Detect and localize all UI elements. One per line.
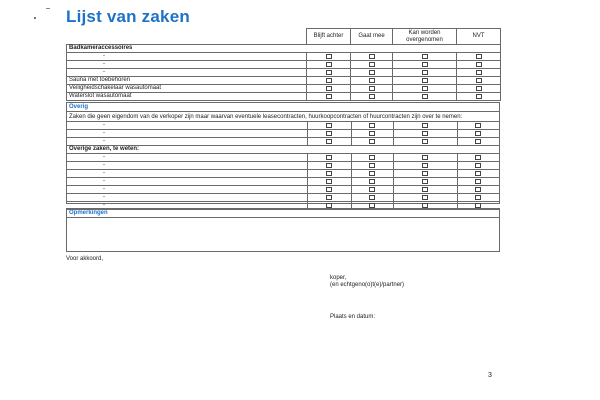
partner-label: (en echtgeno(o)t(e)/partner) <box>330 282 405 288</box>
row-label: - <box>67 53 307 61</box>
row-label: - <box>67 153 307 161</box>
checkbox[interactable] <box>369 54 375 59</box>
checkbox[interactable] <box>369 203 375 208</box>
row-label: Sauna met toebehoren <box>67 77 307 85</box>
row-label: Waterslot wasautomaat <box>67 93 307 101</box>
checkbox[interactable] <box>475 131 481 136</box>
checkbox[interactable] <box>369 179 375 184</box>
voor-akkoord-label: Voor akkoord, <box>66 256 104 262</box>
row-label: - <box>67 185 307 193</box>
section-heading-overig: Overig <box>67 103 499 112</box>
row-label: Veiligheidschakelaar wasautomaat <box>67 85 307 93</box>
checkbox[interactable] <box>476 54 482 59</box>
checkbox[interactable] <box>369 123 375 128</box>
checkbox[interactable] <box>475 203 481 208</box>
checkbox[interactable] <box>326 78 332 83</box>
column-header-nvt: NVT <box>457 29 501 45</box>
checkbox[interactable] <box>476 94 482 99</box>
checkbox[interactable] <box>475 179 481 184</box>
checklist-table <box>66 28 501 101</box>
checkbox[interactable] <box>422 171 428 176</box>
checkbox[interactable] <box>326 171 332 176</box>
checkbox[interactable] <box>422 155 428 160</box>
checkbox[interactable] <box>326 155 332 160</box>
checkbox[interactable] <box>422 94 428 99</box>
section-heading-overige-zaken: Overige zaken, te weten: <box>67 145 499 153</box>
checkbox[interactable] <box>369 163 375 168</box>
checkbox[interactable] <box>422 86 428 91</box>
checkbox[interactable] <box>476 86 482 91</box>
checkbox[interactable] <box>475 195 481 200</box>
checkbox[interactable] <box>369 62 375 67</box>
checkbox[interactable] <box>422 70 428 75</box>
checkbox[interactable] <box>475 123 481 128</box>
checkbox[interactable] <box>326 62 332 67</box>
checkbox[interactable] <box>369 70 375 75</box>
checkbox[interactable] <box>369 187 375 192</box>
checkbox[interactable] <box>475 163 481 168</box>
row-label: - <box>67 169 307 177</box>
checkbox[interactable] <box>326 70 332 75</box>
checkbox[interactable] <box>422 195 428 200</box>
checkbox[interactable] <box>422 78 428 83</box>
column-header-kan-worden-overgenomen: Kan worden overgenomen <box>393 29 457 45</box>
checkbox[interactable] <box>369 171 375 176</box>
checkbox[interactable] <box>422 179 428 184</box>
checkbox[interactable] <box>326 163 332 168</box>
page-number: 3 <box>488 372 492 379</box>
plaats-datum-label: Plaats en datum: <box>330 314 376 320</box>
column-header-gaat-mee: Gaat mee <box>351 29 393 45</box>
checkbox[interactable] <box>476 70 482 75</box>
checkbox[interactable] <box>369 131 375 136</box>
checkbox[interactable] <box>422 139 428 144</box>
checkbox[interactable] <box>476 62 482 67</box>
row-label: - <box>67 129 307 137</box>
checkbox[interactable] <box>422 203 428 208</box>
checkbox[interactable] <box>422 131 428 136</box>
checkbox[interactable] <box>369 86 375 91</box>
checkbox[interactable] <box>476 78 482 83</box>
checkbox[interactable] <box>369 155 375 160</box>
row-label: - <box>67 177 307 185</box>
checkbox[interactable] <box>326 94 332 99</box>
checkbox[interactable] <box>475 155 481 160</box>
opmerkingen-section[interactable] <box>66 208 500 252</box>
row-label: - <box>67 121 307 129</box>
row-label: - <box>67 137 307 145</box>
row-label: - <box>67 161 307 169</box>
checkbox[interactable] <box>326 123 332 128</box>
overig-section <box>66 102 500 208</box>
column-header-blijft-achter: Blijft achter <box>307 29 351 45</box>
scan-mark <box>46 8 50 9</box>
section-heading-badkameraccessoires: Badkameraccessoires <box>67 45 501 53</box>
checkbox[interactable] <box>326 195 332 200</box>
overig-table <box>67 121 499 210</box>
checkbox[interactable] <box>326 86 332 91</box>
checkbox[interactable] <box>369 195 375 200</box>
header-blank <box>67 29 307 45</box>
scan-mark <box>34 17 36 19</box>
checkbox[interactable] <box>326 131 332 136</box>
checkbox[interactable] <box>422 187 428 192</box>
checkbox[interactable] <box>422 163 428 168</box>
checkbox[interactable] <box>326 203 332 208</box>
overig-description: Zaken die geen eigendom van de verkoper zijn maar waarvan eventuele leasecontracten, huurkoopcontracten of huurcontracten zijn over te nemen: <box>69 114 463 120</box>
page-title: Lijst van zaken <box>66 7 190 26</box>
checkbox[interactable] <box>475 171 481 176</box>
section-heading-opmerkingen: Opmerkingen <box>67 209 499 218</box>
checkbox[interactable] <box>422 54 428 59</box>
checkbox[interactable] <box>326 179 332 184</box>
row-label: - <box>67 193 307 201</box>
checkbox[interactable] <box>326 139 332 144</box>
row-label: - <box>67 69 307 77</box>
checkbox[interactable] <box>475 187 481 192</box>
checkbox[interactable] <box>369 139 375 144</box>
checkbox[interactable] <box>422 62 428 67</box>
row-label: - <box>67 201 307 209</box>
checkbox[interactable] <box>369 78 375 83</box>
checkbox[interactable] <box>326 187 332 192</box>
checkbox[interactable] <box>422 123 428 128</box>
koper-label: koper, <box>330 275 347 281</box>
row-label: - <box>67 61 307 69</box>
checkbox[interactable] <box>475 139 481 144</box>
checkbox[interactable] <box>326 54 332 59</box>
checkbox[interactable] <box>369 94 375 99</box>
